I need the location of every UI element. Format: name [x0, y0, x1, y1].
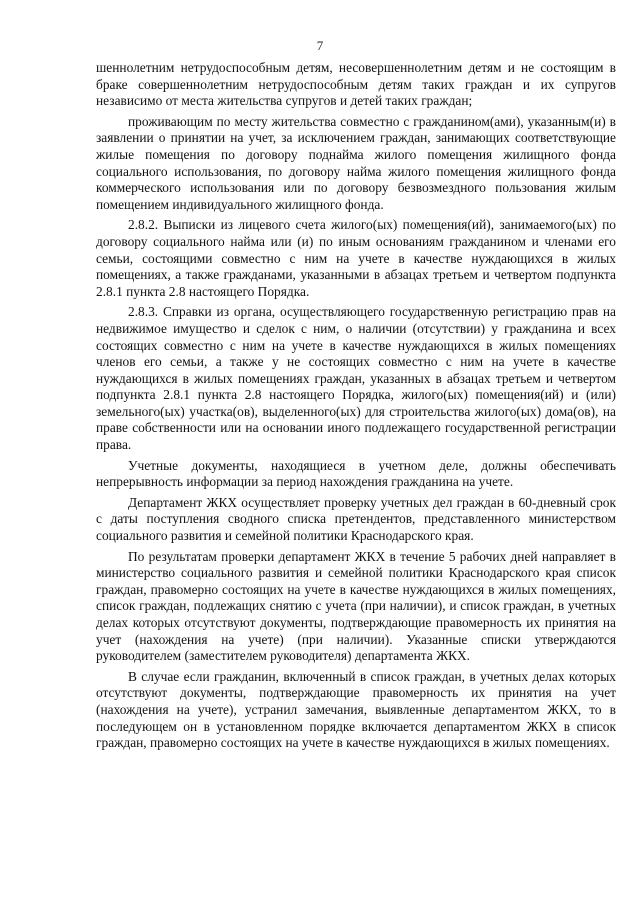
paragraph-department-review: Департамент ЖКХ осуществляет проверку учетных дел граждан в 60-дневный срок с даты поступления сводного списка претендентов, представленного министерством социального развития и семейной политики Краснодарского края. [96, 494, 616, 544]
paragraph-cohabitants: проживающим по месту жительства совместно с гражданином(ами), указанным(и) в заявлении о принятии на учет, за исключением граждан, занимающих соответствующие жилые помещения по договору поднайма жилого помещения жилищного фонда социального использования, по договору найма жилого помещения жилищного фонда коммерческого использования или по договору безвозмездного пользования жилым помещением индивидуального жилищного фонда. [96, 113, 616, 212]
paragraph-corrections: В случае если гражданин, включенный в список граждан, в учетных делах которых отсутствуют документы, подтверждающие правомерность их принятия на учет (нахождения на учете), устранил замечания, выявленные департаментом ЖКХ, то в последующем он в установленном порядке включается департаментом ЖКХ в список граждан, правомерно состоящих на учете в качестве нуждающихся в жилых помещениях. [96, 668, 616, 751]
document-body [96, 60, 616, 756]
paragraph-continuation: шеннолетним нетрудоспособным детям, несовершеннолетним детям и не состоящим в браке совершеннолетним нетрудоспособным детям таких граждан и их супругов независимо от места жительства супругов и детей таких граждан; [96, 60, 616, 109]
paragraph-2-8-2: 2.8.2. Выписки из лицевого счета жилого(ых) помещения(ий), занимаемого(ых) по договору социального найма или (и) по иным основаниям гражданином и членами его семьи, состоящими совместно с ним на учете в качестве нуждающихся в жилых помещениях, а также гражданами, указанными в абзацах третьем и четвертом подпункта 2.8.1 пункта 2.8 настоящего Порядка. [96, 217, 616, 299]
paragraph-2-8-3: 2.8.3. Справки из органа, осуществляющего государственную регистрацию прав на недвижимое имущество и сделок с ним, о наличии (отсутствии) у гражданина и всех состоящих совместно с ним на учете в качестве нуждающихся в жилых помещениях членов его семьи, а также у не состоящих совместно с ним на учете в качестве нуждающихся в жилых помещениях граждан, указанных в абзацах третьем и четвертом подпункта 2.8.1 пункта 2.8 настоящего Порядка, жилого(ых) помещения(ий) и (или) земельного(ых) участка(ов), выделенного(ых) для строительства жилого(ых) дома(ов), на праве собственности или на основании иного подлежащего государственной регистрации права. [96, 304, 616, 453]
paragraph-accounting-documents: Учетные документы, находящиеся в учетном деле, должны обеспечивать непрерывность информации за период нахождения гражданина на учете. [96, 457, 616, 490]
page-number: 7 [316, 38, 324, 53]
paragraph-review-results: По результатам проверки департамент ЖКХ в течение 5 рабочих дней направляет в министерство социального развития и семейной политики Краснодарского края список граждан, правомерно состоящих на учете в качестве нуждающихся в жилых помещениях, список граждан, подлежащих снятию с учета (при наличии), и список граждан, в учетных делах которых отсутствуют документы, подтверждающие правомерность их принятия на учет (нахождения на учете) (при наличии). Указанные списки утверждаются руководителем (заместителем руководителя) департамента ЖКХ. [96, 548, 616, 664]
